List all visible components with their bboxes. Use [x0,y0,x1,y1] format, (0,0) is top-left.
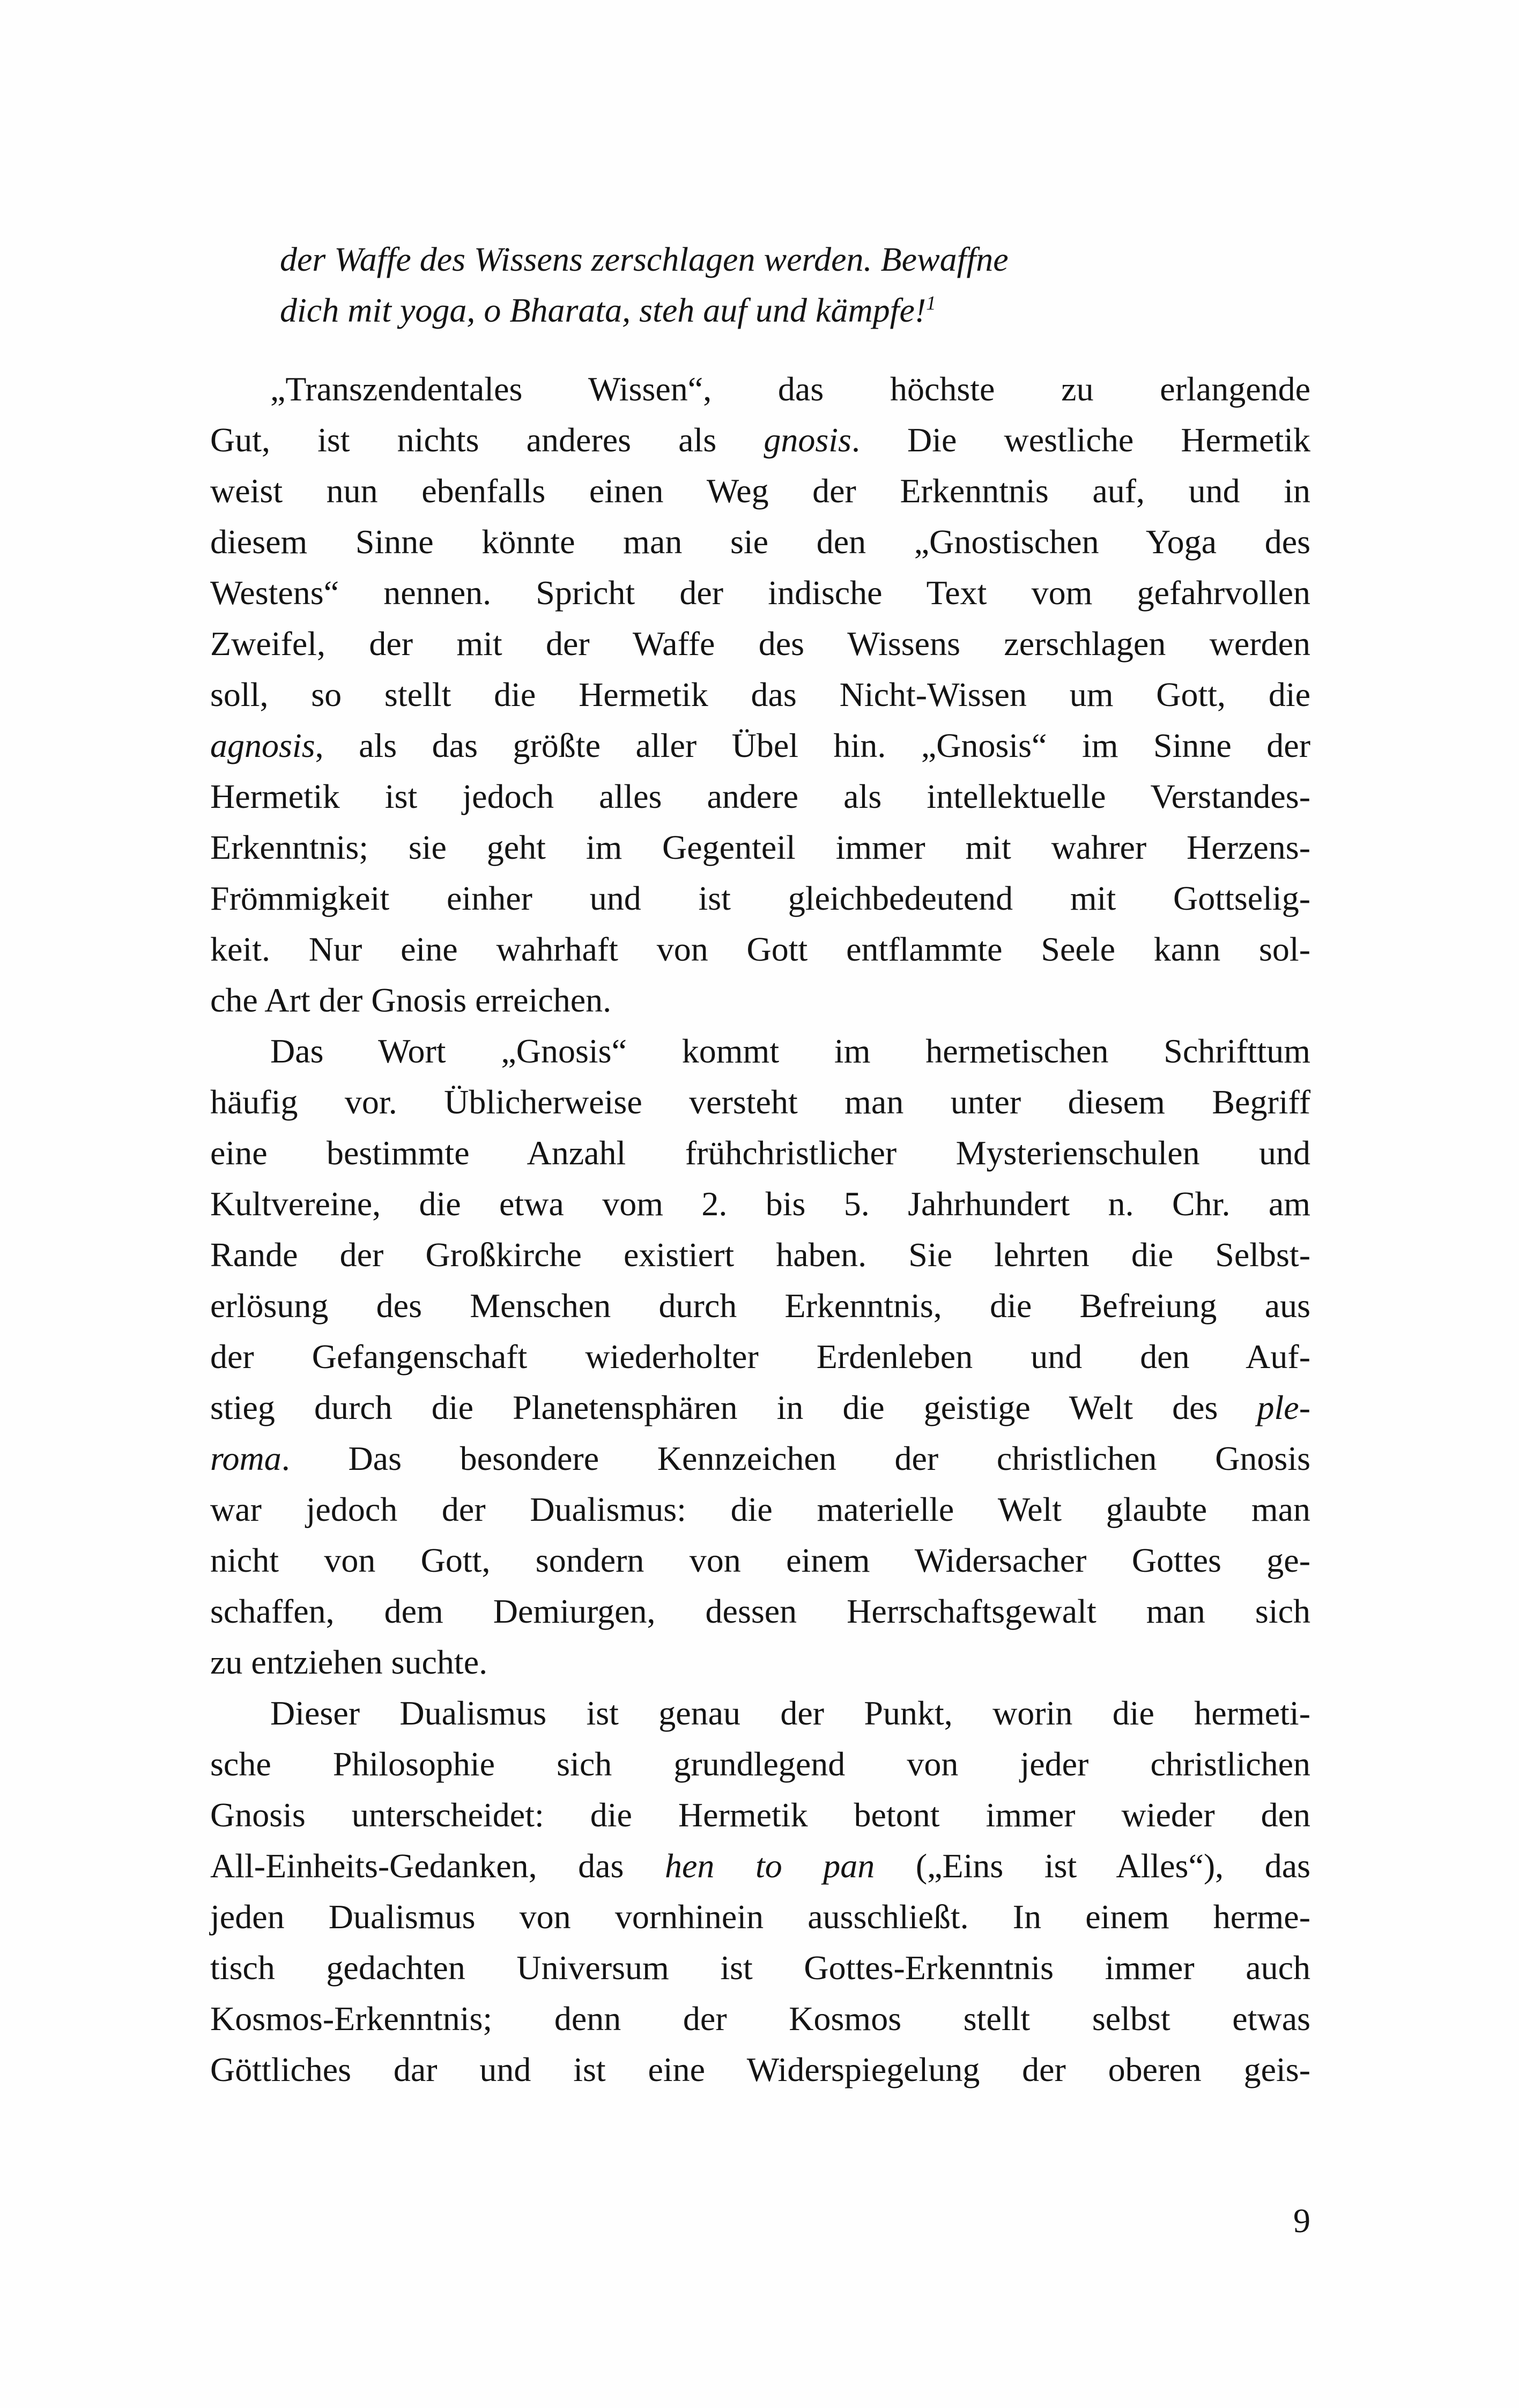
text-segment: Das Wort „Gnosis“ kommt im hermetischen Schrifttum [270,1032,1310,1070]
italic-term: hen to pan [665,1847,875,1885]
text-segment: tisch gedachten Universum ist Gottes-Erkenntnis immer auch [210,1949,1310,1987]
text-segment: („Eins ist Alles“), das [875,1847,1311,1885]
text-segment: weist nun ebenfalls einen Weg der Erkenntnis auf, und in [210,472,1310,510]
text-line [210,363,1310,414]
footnote-ref: 1 [926,292,936,315]
text-line [210,720,1310,771]
text-segment: dich mit yoga, o Bharata, steh auf und kämpfe! [280,291,927,329]
text-segment: Kosmos-Erkenntnis; denn der Kosmos stellt selbst etwas [210,2000,1310,2038]
text-segment: Gnosis unterscheidet: die Hermetik betont immer wieder den [210,1796,1310,1834]
text-segment: Rande der Großkirche existiert haben. Sie lehrten die Selbst- [210,1236,1310,1274]
text-line [210,1484,1310,1535]
text-segment: Kultvereine, die etwa vom 2. bis 5. Jahrhundert n. Chr. am [210,1185,1310,1223]
text-segment: diesem Sinne könnte man sie den „Gnostischen Yoga des [210,523,1310,561]
text-segment: Erkenntnis; sie geht im Gegenteil immer mit wahrer Herzens- [210,828,1310,866]
text-line [210,822,1310,873]
italic-term: agnosis [210,726,315,764]
text-segment: häufig vor. Üblicherweise versteht man unter diesem Begriff [210,1083,1310,1121]
italic-term: gnosis [764,421,851,459]
text-segment: erlösung des Menschen durch Erkenntnis, die Befreiung aus [210,1287,1310,1325]
text-line [210,1025,1310,1076]
text-line [210,1076,1310,1127]
italic-term: roma [210,1439,281,1477]
text-segment: keit. Nur eine wahrhaft von Gott entflammte Seele kann sol- [210,930,1310,968]
text-line [210,1789,1310,1840]
text-line [210,1891,1310,1942]
paragraph [210,363,1310,1025]
text-segment: Gut, ist nichts anderes als [210,421,764,459]
epigraph-line [280,234,1310,285]
text-line [210,873,1310,924]
text-segment: Dieser Dualismus ist genau der Punkt, worin die hermeti- [270,1694,1310,1732]
text-line [210,1840,1310,1891]
text-line [210,465,1310,516]
text-line [210,1280,1310,1331]
epigraph [210,234,1310,336]
text-line [210,669,1310,720]
text-segment: che Art der Gnosis erreichen. [210,981,612,1019]
text-segment: Zweifel, der mit der Waffe des Wissens zerschlagen werden [210,625,1310,663]
text-line [210,414,1310,465]
text-line [210,1229,1310,1280]
text-segment: Westens“ nennen. Spricht der indische Text vom gefahrvollen [210,574,1310,612]
text-segment: Hermetik ist jedoch alles andere als intellektuelle Verstandes- [210,777,1310,815]
italic-term: ple- [1257,1388,1310,1426]
text-segment: schaffen, dem Demiurgen, dessen Herrschaftsgewalt man sich [210,1592,1310,1630]
text-segment: jeden Dualismus von vornhinein ausschließt. In einem herme- [210,1898,1310,1936]
text-line [210,1942,1310,1993]
text-line [210,1688,1310,1738]
text-line [210,1433,1310,1484]
text-segment: zu entziehen suchte. [210,1643,488,1681]
text-segment: stieg durch die Planetensphären in die geistige Welt des [210,1388,1257,1426]
text-line [210,1178,1310,1229]
text-line [210,1331,1310,1382]
text-line [210,1586,1310,1637]
text-line [210,1993,1310,2044]
text-line [210,1535,1310,1586]
text-segment: „Transzendentales Wissen“, das höchste zu erlangende [270,370,1310,408]
text-segment: nicht von Gott, sondern von einem Widersacher Gottes ge- [210,1541,1310,1579]
text-line [210,975,1310,1025]
text-segment: sche Philosophie sich grundlegend von jeder christlichen [210,1745,1310,1783]
text-segment: . Das besondere Kennzeichen der christlichen Gnosis [281,1439,1310,1477]
text-segment: . Die westliche Hermetik [851,421,1310,459]
text-line [210,2044,1310,2095]
text-block [210,234,1310,2095]
text-line [210,1382,1310,1433]
paragraph [210,1688,1310,2095]
text-line [210,618,1310,669]
text-segment: Frömmigkeit einher und ist gleichbedeutend mit Gottselig- [210,879,1310,917]
paragraph [210,1025,1310,1688]
page-number: 9 [1293,2202,1310,2240]
text-segment: Göttliches dar und ist eine Widerspiegelung der oberen geis- [210,2050,1310,2089]
text-segment: , als das größte aller Übel hin. „Gnosis“ im Sinne der [315,726,1310,764]
text-line [210,516,1310,567]
text-segment: war jedoch der Dualismus: die materielle Welt glaubte man [210,1490,1310,1528]
text-segment: soll, so stellt die Hermetik das Nicht-Wissen um Gott, die [210,675,1310,714]
body-text [210,363,1310,2095]
text-line [210,1127,1310,1178]
text-line [210,924,1310,975]
text-segment: eine bestimmte Anzahl frühchristlicher Mysterienschulen und [210,1134,1310,1172]
text-segment: der Waffe des Wissens zerschlagen werden. Bewaffne [280,240,1009,278]
text-line [210,1637,1310,1688]
text-line [210,567,1310,618]
epigraph-line [280,285,1310,336]
text-line [210,1738,1310,1789]
text-segment: der Gefangenschaft wiederholter Erdenleben und den Auf- [210,1337,1310,1376]
text-segment: All-Einheits-Gedanken, das [210,1847,665,1885]
text-line [210,771,1310,822]
